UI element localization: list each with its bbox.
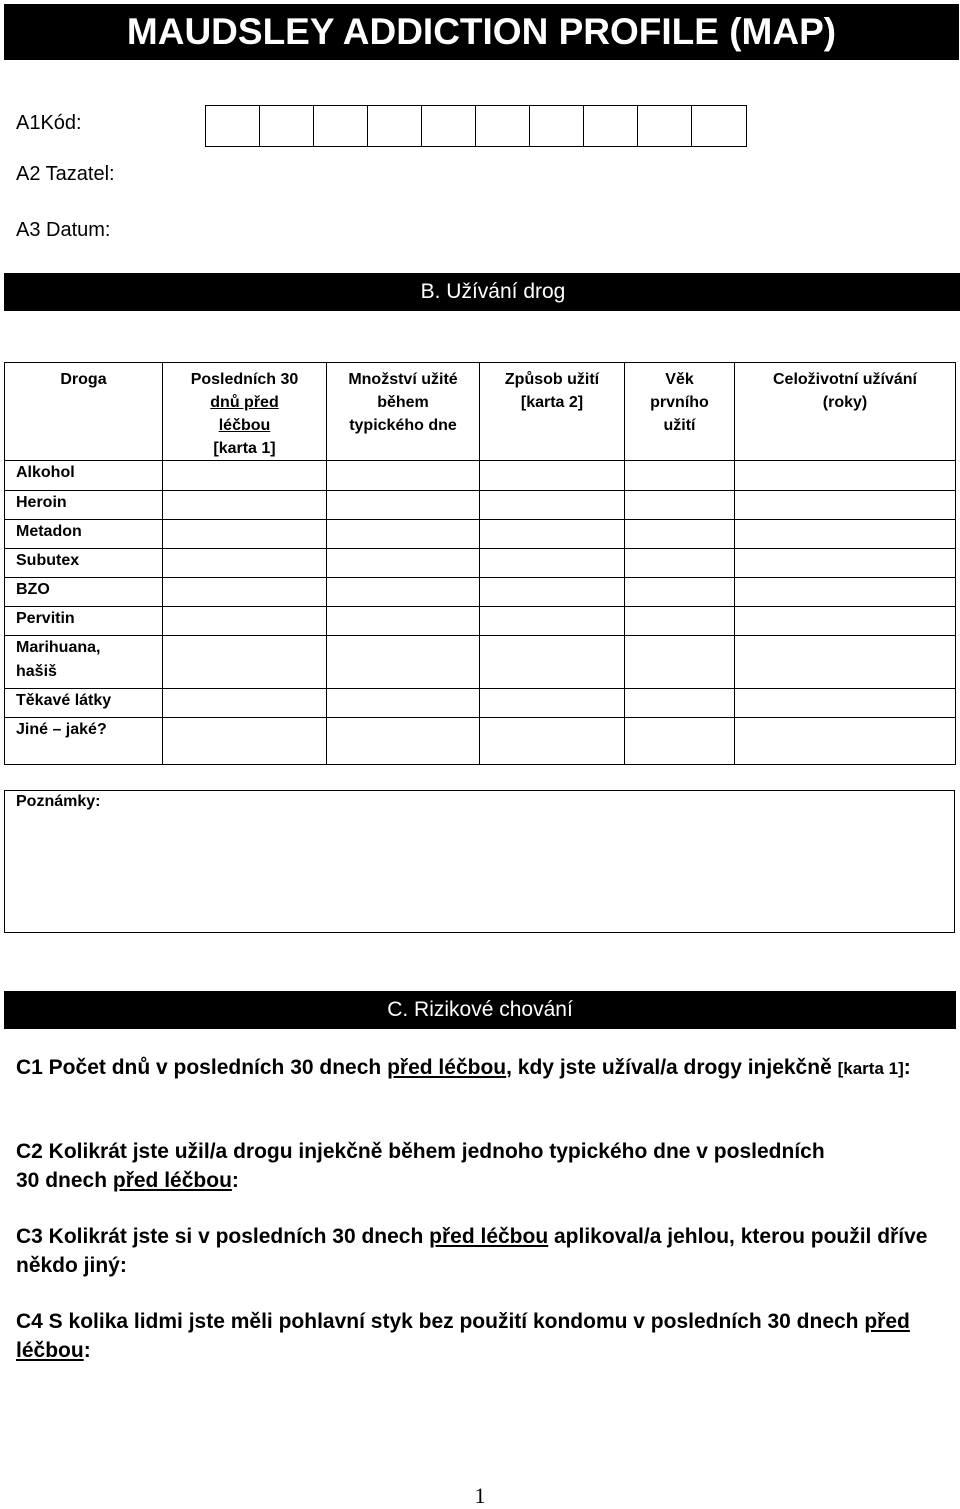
code-box[interactable] [638, 106, 692, 146]
table-cell[interactable] [480, 520, 625, 549]
drug-row-label: Alkohol [5, 461, 163, 491]
table-cell[interactable] [480, 689, 625, 718]
code-box[interactable] [530, 106, 584, 146]
table-cell[interactable] [327, 491, 480, 520]
table-cell[interactable] [163, 520, 327, 549]
table-cell[interactable] [735, 636, 956, 689]
table-cell[interactable] [480, 578, 625, 607]
table-cell[interactable] [327, 578, 480, 607]
drug-row-label: Jiné – jaké? [5, 718, 163, 765]
section-b-title: B. Užívání drog [420, 280, 566, 303]
notes-box[interactable] [4, 790, 955, 933]
code-box[interactable] [206, 106, 260, 146]
col-header-last30: Posledních 30 dnů před léčbou [karta 1] [163, 363, 327, 461]
table-cell[interactable] [625, 520, 735, 549]
col-header-route: Způsob užití [karta 2] [480, 363, 625, 461]
page-number: 1 [474, 1483, 486, 1508]
question-c1: C1 Počet dnů v posledních 30 dnech před léčbou, kdy jste užíval/a drogy injekčně [karta 1]: [16, 1056, 911, 1079]
drug-row-label: Marihuana, hašiš [5, 636, 163, 689]
drug-use-table [4, 362, 956, 765]
col-header-age-first-use: Věk prvního užití [625, 363, 735, 461]
table-cell[interactable] [163, 718, 327, 765]
interviewer-label: A2 Tazatel: [16, 163, 115, 185]
table-cell[interactable] [735, 578, 956, 607]
table-cell[interactable] [625, 578, 735, 607]
code-box[interactable] [476, 106, 530, 146]
table-cell[interactable] [735, 689, 956, 718]
form-title: MAUDSLEY ADDICTION PROFILE (MAP) [4, 4, 959, 60]
notes-label: Poznámky: [16, 793, 101, 810]
table-cell[interactable] [480, 491, 625, 520]
drug-row-label: Metadon [5, 520, 163, 549]
table-cell[interactable] [480, 549, 625, 578]
table-cell[interactable] [625, 549, 735, 578]
drug-row-label: Těkavé látky [5, 689, 163, 718]
question-c2: C2 Kolikrát jste užil/a drogu injekčně během jednoho typického dne v posledních 30 dnech před léčbou: [16, 1140, 825, 1192]
drug-row-label: BZO [5, 578, 163, 607]
table-cell[interactable] [735, 461, 956, 491]
table-cell[interactable] [163, 578, 327, 607]
table-cell[interactable] [327, 636, 480, 689]
section-c-header [4, 991, 956, 1029]
drug-row-label: Heroin [5, 491, 163, 520]
section-c-title: C. Rizikové chování [387, 998, 573, 1021]
table-cell[interactable] [163, 689, 327, 718]
table-cell[interactable] [327, 520, 480, 549]
table-cell[interactable] [735, 607, 956, 636]
table-cell[interactable] [163, 607, 327, 636]
table-cell[interactable] [480, 607, 625, 636]
question-c4: C4 S kolika lidmi jste měli pohlavní styk bez použití kondomu v posledních 30 dnech před léčbou: [16, 1310, 910, 1362]
table-cell[interactable] [480, 461, 625, 491]
question-c3: C3 Kolikrát jste si v posledních 30 dnech před léčbou aplikoval/a jehlou, kterou použil dříve někdo jiný: [16, 1225, 928, 1277]
table-cell[interactable] [625, 491, 735, 520]
table-cell[interactable] [625, 461, 735, 491]
code-input-boxes[interactable] [205, 105, 747, 147]
col-header-drug: Droga [5, 363, 163, 461]
date-label: A3 Datum: [16, 219, 111, 241]
table-cell[interactable] [480, 636, 625, 689]
section-b-header [4, 273, 960, 311]
table-cell[interactable] [163, 461, 327, 491]
table-cell[interactable] [735, 520, 956, 549]
code-box[interactable] [692, 106, 746, 146]
code-box[interactable] [314, 106, 368, 146]
table-cell[interactable] [625, 689, 735, 718]
table-cell[interactable] [625, 607, 735, 636]
table-cell[interactable] [735, 718, 956, 765]
drug-row-label: Subutex [5, 549, 163, 578]
code-box[interactable] [422, 106, 476, 146]
code-box[interactable] [368, 106, 422, 146]
drug-row-label: Pervitin [5, 607, 163, 636]
table-cell[interactable] [327, 549, 480, 578]
table-cell[interactable] [163, 491, 327, 520]
table-cell[interactable] [480, 718, 625, 765]
col-header-amount: Množství užité během typického dne [327, 363, 480, 461]
table-cell[interactable] [163, 636, 327, 689]
table-cell[interactable] [625, 636, 735, 689]
table-cell[interactable] [625, 718, 735, 765]
table-cell[interactable] [327, 689, 480, 718]
table-cell[interactable] [163, 549, 327, 578]
table-cell[interactable] [327, 718, 480, 765]
table-cell[interactable] [735, 491, 956, 520]
code-label: A1Kód: [16, 112, 82, 134]
col-header-lifetime-use: Celoživotní užívání (roky) [735, 363, 956, 461]
table-cell[interactable] [327, 461, 480, 491]
table-cell[interactable] [735, 549, 956, 578]
code-box[interactable] [584, 106, 638, 146]
table-cell[interactable] [327, 607, 480, 636]
code-box[interactable] [260, 106, 314, 146]
